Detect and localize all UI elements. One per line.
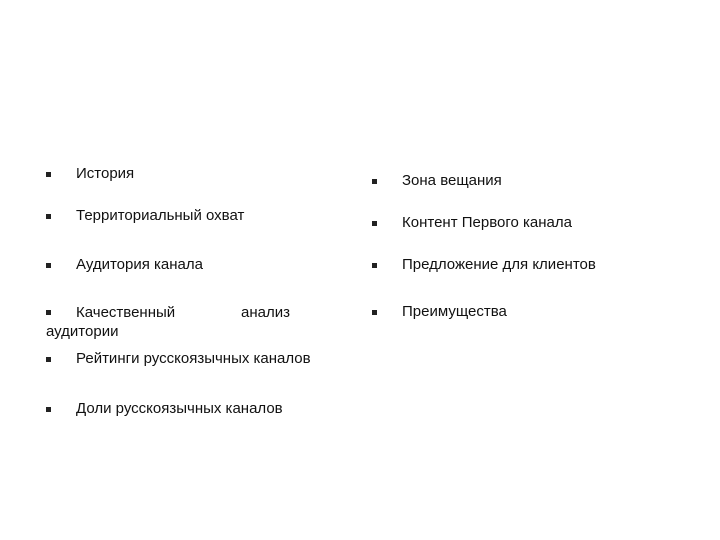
list-item-label-line2: аудитории [46, 323, 119, 340]
list-item-label-word2: анализ [241, 304, 290, 321]
list-item-label-word1: Качественный [76, 304, 176, 321]
list-item-label: История [76, 165, 135, 182]
square-bullet-icon [46, 214, 51, 219]
list-item-label: Рейтинги русскоязычных каналов [76, 350, 311, 367]
square-bullet-icon [372, 221, 377, 226]
square-bullet-icon [372, 179, 377, 184]
square-bullet-icon [46, 357, 51, 362]
list-item-label: Преимущества [402, 303, 507, 320]
list-item-label: Территориальный охват [76, 207, 245, 224]
list-item-label: Доли русскоязычных каналов [76, 400, 283, 417]
list-item-label: Аудитория канала [76, 256, 203, 273]
list-item-label: Контент Первого канала [402, 214, 572, 231]
square-bullet-icon [46, 407, 51, 412]
list-item-label: Зона вещания [402, 172, 502, 189]
list-item-label: Предложение для клиентов [402, 256, 596, 273]
square-bullet-icon [46, 310, 51, 315]
list-item-qualitative-analysis[interactable] [46, 303, 296, 340]
square-bullet-icon [372, 263, 377, 268]
square-bullet-icon [372, 310, 377, 315]
square-bullet-icon [46, 263, 51, 268]
square-bullet-icon [46, 172, 51, 177]
